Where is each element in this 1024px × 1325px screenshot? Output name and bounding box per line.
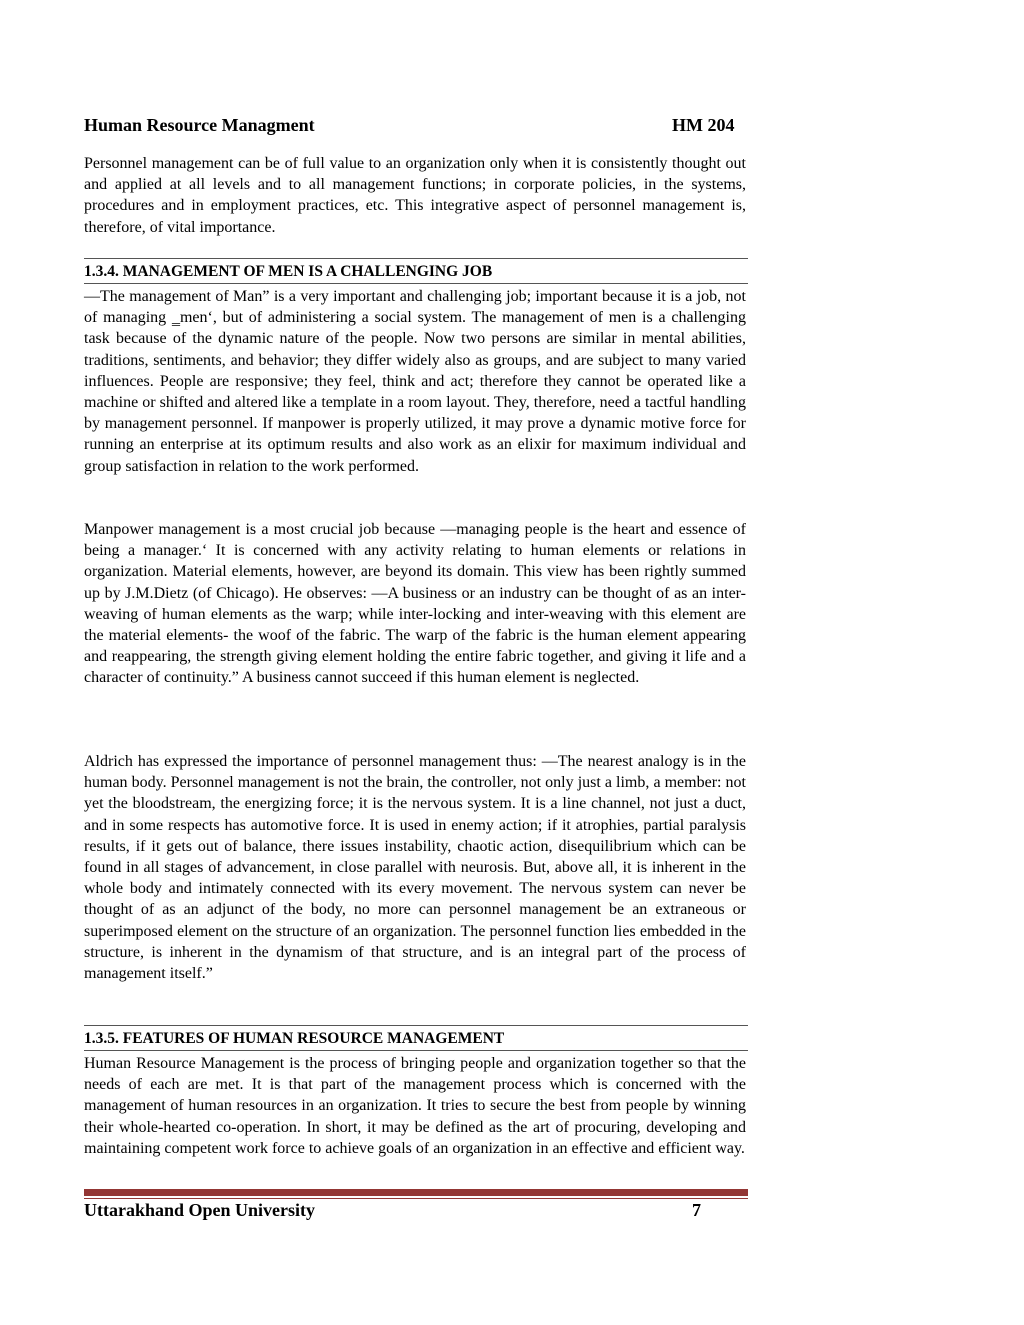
page-number: 7	[692, 1200, 701, 1220]
section-divider	[84, 258, 748, 259]
paragraph-aldrich: Aldrich has expressed the importance of personnel management thus: ―The nearest analogy is in the human body. Personnel management is not the brain, the controller, not only just a limb, a member: not yet the bloodstream, the energizing force; it is the nervous system. It is a line channel, not just a duct, and in some respects has automotive force. It is used in enemy action; if it atrophies, partial paralysis results, if it gets out of balance, there issues instability, chaotic action, disequilibrium which can be found in all stages of advancement, in close parallel with neurosis. But, above all, it is inherent in the whole body and intimately connected with its every movement. The nervous system can never be thought of as an adjunct of the body, no more can personnel management be an extraneous or superimposed element on the structure of an organization. The personnel function lies embedded in the structure, is inherent in the dynamism of that structure, and is an integral part of the process of management itself.”	[84, 753, 746, 983]
section-heading-1-3-4: 1.3.4. MANAGEMENT OF MEN IS A CHALLENGING JOB	[84, 263, 748, 284]
section-heading-1-3-5: 1.3.5. FEATURES OF HUMAN RESOURCE MANAGEMENT	[84, 1030, 748, 1051]
section-divider	[84, 1025, 748, 1026]
paragraph-features-hrm: Human Resource Management is the process of bringing people and organization together so that the needs of each are met. It is that part of the management process which is concerned with the management of human resources in an organization. It tries to secure the best from people by winning their whole-hearted co-operation. In short, it may be defined as the art of procuring, developing and maintaining competent work force to achieve goals of an organization in an effective and efficient way.	[84, 1055, 746, 1157]
university-name: Uttarakhand Open University	[84, 1200, 316, 1220]
intro-paragraph: Personnel management can be of full value to an organization only when it is consistently thought out and applied at all levels and to all management functions; in corporate policies, in the systems, procedures and in employment practices, etc. This integrative aspect of personnel management is, therefore, of vital importance.	[84, 155, 746, 236]
course-title: Human Resource Managment	[84, 115, 315, 135]
paragraph-management-of-men: ―The management of Man” is a very important and challenging job; important because it is a job, not of managing ‗men‘, but of administering a social system. The management of men is a challenging task because of the dynamic nature of the people. Now two persons are similar in mental abilities, traditions, sentiments, and behavior; they differ widely also as groups, and are subject to many varied influences. People are responsive; they feel, think and act; therefore they cannot be operated like a machine or shifted and altered like a template in a room layout. They, therefore, need a tactful handling by management personnel. If manpower is properly utilized, it may prove a dynamic motive force for running an enterprise at its optimum results and also work as an elixir for maximum individual and group satisfaction in relation to the work performed.	[84, 288, 746, 475]
footer-rule	[84, 1189, 748, 1196]
paragraph-manpower-management: Manpower management is a most crucial job because ―managing people is the heart and essence of being a manager.‘ It is concerned with any activity relating to human elements or relations in organization. Material elements, however, are beyond its domain. This view has been rightly summed up by J.M.Dietz (of Chicago). He observes: ―A business or an industry can be thought of as an inter-weaving of human elements as the warp; while inter-locking and inter-weaving with this element are the material elements- the woof of the fabric. The warp of the fabric is the human element appearing and reappearing, the strength giving element holding the entire fabric together, and giving it life and a character of continuity.” A business cannot succeed if this human element is neglected.	[84, 521, 746, 687]
course-code: HM 204	[672, 115, 735, 135]
page-header	[84, 115, 748, 139]
